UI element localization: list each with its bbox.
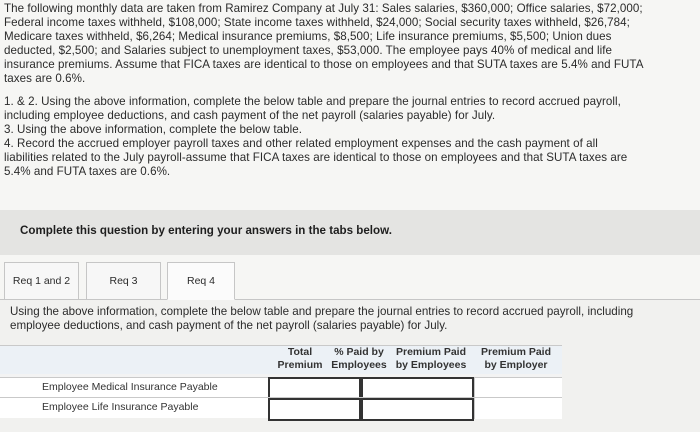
header-text: Premium Paid <box>480 346 552 358</box>
header-text: Employees <box>331 358 387 371</box>
task-line: liabilities related to the July payroll-assume that FICA taxes are identical to those on employees and that SUTA taxes are <box>4 151 628 164</box>
instruction-text: Complete this question by entering your answers in the tabs below. <box>20 224 392 237</box>
total-premium-input[interactable] <box>268 398 361 421</box>
problem-intro <box>4 2 694 86</box>
intro-line: deducted, $2,500; and Salaries subject to unemployment taxes, $53,000. The employee pays 40% of medical and life <box>4 44 612 57</box>
intro-line: taxes are 0.6%. <box>4 72 86 85</box>
header-text: % Paid by <box>334 346 384 358</box>
row-label: Employee Life Insurance Payable <box>42 401 199 413</box>
tab-req-3[interactable]: Req 3 <box>86 262 161 300</box>
header-premium-paid-by-employees <box>393 346 469 371</box>
tab-req-4[interactable]: Req 4 <box>167 262 235 300</box>
task-list <box>4 95 694 179</box>
panel-line: Using the above information, complete the below table and prepare the journal entries to record accrued payroll, including <box>10 305 634 318</box>
panel-line: employee deductions, and cash payment of the net payroll (salaries payable) for July. <box>10 319 448 332</box>
header-total-premium <box>274 346 326 371</box>
header-premium-paid-by-employer <box>476 346 556 371</box>
task-line: 1. & 2. Using the above information, complete the below table and prepare the journal entries to record accrued payroll, <box>4 95 621 108</box>
premium-cell[interactable] <box>474 398 562 419</box>
panel-instructions <box>10 305 670 333</box>
task-line: including employee deductions, and cash payment of the net payroll (salaries payable) for July. <box>4 109 496 122</box>
task-line: 5.4% and FUTA taxes are 0.6%. <box>4 165 171 178</box>
premium-cell[interactable] <box>474 378 562 399</box>
pct-paid-input[interactable] <box>361 398 474 421</box>
row-label: Employee Medical Insurance Payable <box>42 381 218 393</box>
header-pct-paid-by-employees <box>330 346 388 371</box>
header-text: by Employer <box>484 358 548 371</box>
table-row <box>0 377 562 398</box>
table-row <box>0 397 562 418</box>
intro-line: Federal income taxes withheld, $108,000; State income taxes withheld, $24,000; Social security taxes withheld, $26,784; <box>4 16 630 29</box>
tab-req-1-and-2[interactable]: Req 1 and 2 <box>4 262 79 300</box>
intro-line: insurance premiums. Assume that FICA taxes are identical to those on employees and that SUTA taxes are 5.4% and FUTA <box>4 58 644 71</box>
header-text: Premium <box>277 358 323 371</box>
header-text: by Employees <box>395 358 467 371</box>
task-line: 4. Record the accrued employer payroll taxes and other related employment expenses and the cash payment of all <box>4 137 598 150</box>
task-line: 3. Using the above information, complete the below table. <box>4 123 303 136</box>
header-text: Premium Paid <box>395 346 467 358</box>
intro-line: Medicare taxes withheld, $6,264; Medical insurance premiums, $8,500; Life insurance premiums, $5,500; Union dues <box>4 30 612 43</box>
header-text: Total <box>287 346 313 358</box>
intro-line: The following monthly data are taken from Ramirez Company at July 31: Sales salaries, $360,000; Office salaries, $72,000; <box>4 2 643 15</box>
